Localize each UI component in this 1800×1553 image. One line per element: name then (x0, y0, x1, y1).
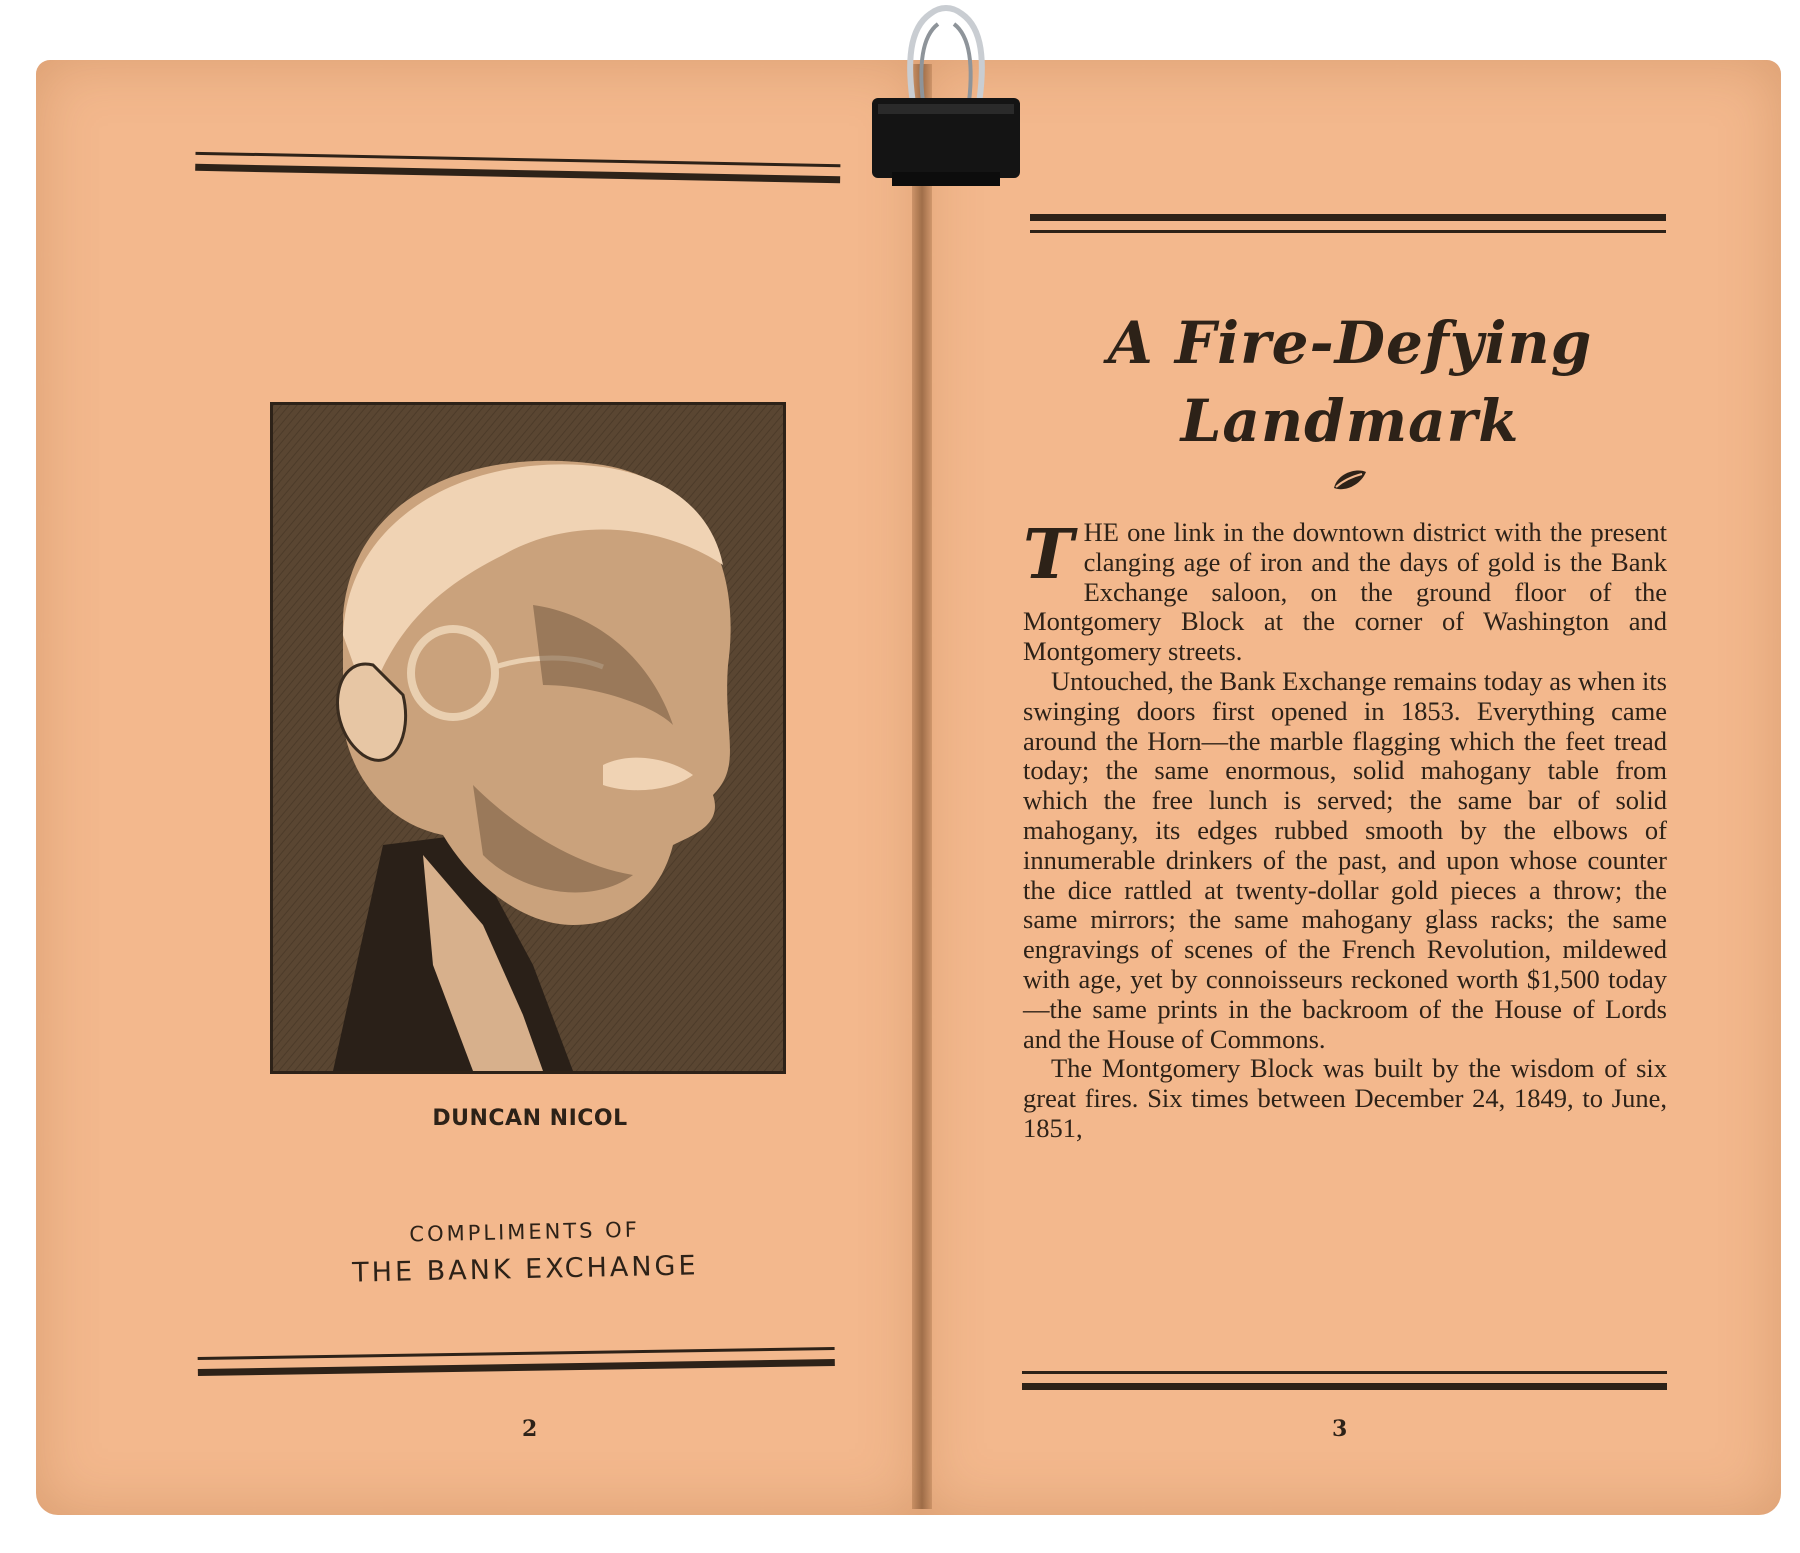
leaf-ornament-icon (1330, 466, 1370, 494)
compliments-line: COMPLIMENTS OF (409, 1217, 640, 1247)
paragraph-1 (1023, 515, 1667, 667)
page-number-right: 3 (1332, 1416, 1348, 1442)
binder-clip-icon (868, 0, 1024, 192)
right-bottom-rule (1022, 1371, 1667, 1401)
right-top-rule (1030, 214, 1666, 244)
sponsor-name: THE BANK EXCHANGE (351, 1250, 699, 1289)
portrait-illustration (270, 402, 786, 1074)
title-line-1: A Fire-Defying (1107, 309, 1593, 377)
article-body (1023, 515, 1667, 1144)
chapter-title (1010, 304, 1690, 460)
portrait-caption: DUNCAN NICOL (432, 1106, 628, 1131)
paragraph-1-text: HE one link in the downtown district with the present clanging age of iron and the days of gold is the Bank Exchange saloon, on the ground floor of the Montgomery Block at the corner of Washington and Montgomery streets. (1023, 517, 1667, 667)
book-gutter (912, 64, 932, 1509)
paragraph-2: Untouched, the Bank Exchange remains today as when its swinging doors first opened in 1853. Everything came around the Horn—the marble flagging which the feet tread today; the same enormous, solid mahogany table from which the free lunch is served; the same bar of solid mahogany, its edges rubbed smooth by the elbows of innumerable drinkers of the past, and upon whose counter the dice rattled at twenty-dollar gold pieces a throw; the same mirrors; the same mahogany glass racks; the same engravings of scenes of the French Revolution, mildewed with age, yet by connoisseurs reckoned worth $1,500 today—the same prints in the backroom of the House of Lords and the House of Commons. (1023, 665, 1667, 1054)
left-bottom-rule (198, 1347, 836, 1407)
title-line-2: Landmark (1180, 387, 1520, 455)
page-number-left: 2 (522, 1416, 538, 1442)
drop-cap: T (1023, 515, 1074, 595)
compliments-block (299, 1215, 750, 1289)
portrait-image (273, 405, 783, 1071)
paragraph-3: The Montgomery Block was built by the wisdom of six great fires. Six times between December 24, 1849, to June, 1851, (1023, 1053, 1667, 1143)
